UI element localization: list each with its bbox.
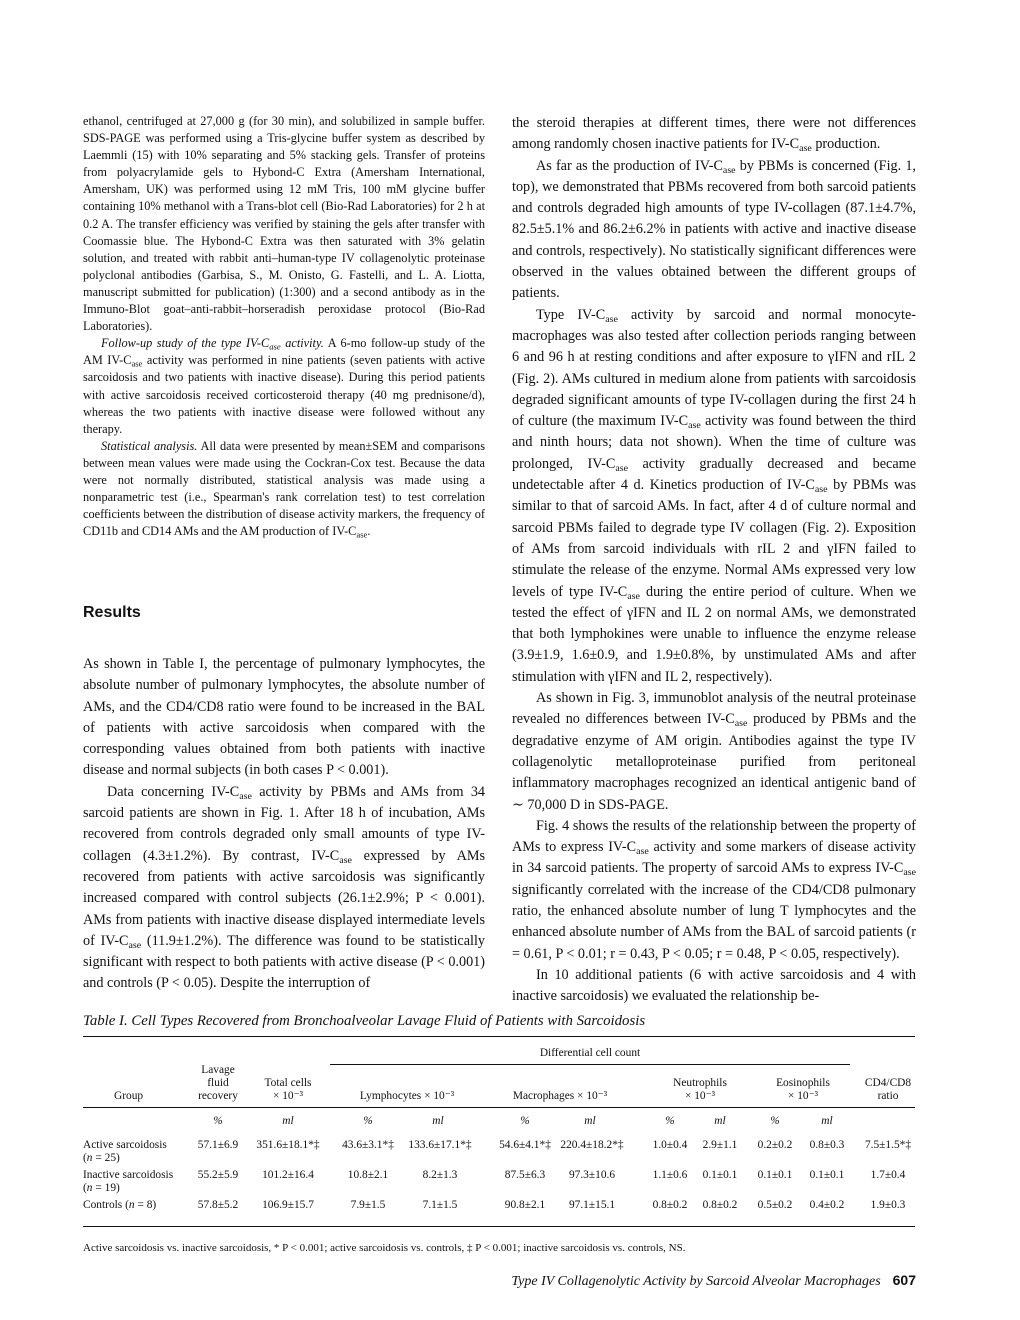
table-cell: 2.9±1.1 bbox=[702, 1139, 738, 1151]
row-group: Controls (n = 8) bbox=[83, 1199, 157, 1211]
right-paragraph-1: the steroid therapies at different times, there were not differences among randomly chosen inactive patients for $IV-C_{ase}$ production. bbox=[512, 115, 916, 155]
neutrophils-header: Neutrophils × 10⁻³ bbox=[673, 1077, 727, 1102]
table-cell: 0.1±0.1 bbox=[809, 1169, 845, 1181]
table-cell: 0.1±0.1 bbox=[702, 1169, 738, 1181]
unit-label: ml bbox=[282, 1115, 294, 1127]
page-footer bbox=[511, 1272, 916, 1290]
table-cell: 57.1±6.9 bbox=[197, 1139, 239, 1151]
table-footnote: Active sarcoidosis vs. inactive sarcoidosis, * P < 0.001; active sarcoidosis vs. controls, ‡ P < 0.001; inactive sarcoidosis vs. controls, NS. bbox=[83, 1242, 686, 1254]
unit-label: ml bbox=[432, 1115, 444, 1127]
table-cell: 220.4±18.2*‡ bbox=[560, 1139, 624, 1151]
table-cell: 0.8±0.2 bbox=[652, 1199, 688, 1211]
lymphocytes-header: Lymphocytes × 10⁻³ bbox=[359, 1090, 455, 1102]
right-paragraph-4: As shown in Fig. 3, immunoblot analysis of the neutral proteinase revealed no differences between $IV-C_{ase}$ produced by PBMs and the degradative enzyme of AM origin. Antibodies against the type IV collagenolytic metalloproteinase purified from peritoneal inflammatory macrophages recognized an identical antigenic band of ∼ 70,000 D in SDS-PAGE. bbox=[512, 690, 916, 813]
unit-label: % bbox=[770, 1115, 780, 1127]
table-cell: 55.2±5.9 bbox=[197, 1169, 239, 1181]
table-cell: 7.1±1.5 bbox=[422, 1199, 458, 1211]
differential-header: Differential cell count bbox=[539, 1047, 641, 1059]
ratio-header: CD4/CD8 ratio bbox=[864, 1077, 912, 1102]
results-heading: Results bbox=[83, 604, 141, 621]
table-cell: 54.6±4.1*‡ bbox=[499, 1139, 551, 1151]
lavage-header: Lavage fluid recovery bbox=[198, 1064, 238, 1102]
table-cell: 57.8±5.2 bbox=[197, 1199, 239, 1211]
results-left-column bbox=[83, 654, 485, 995]
right-paragraph-5: Fig. 4 shows the results of the relationship between the property of AMs to express $IV-C_{ase}$ activity and some markers of disease activity in 34 sarcoid patients. The property of sarcoid AMs to express $IV-C_{ase}$ significantly correlated with the increase of the CD4/CD8 pulmonary ratio, the enhanced absolute number of lung T lymphocytes and the enhanced absolute number of AMs from the BAL of sarcoid patients (r = 0.61, P < 0.01; r = 0.43, P < 0.05; r = 0.48, P < 0.05, respectively). bbox=[512, 817, 916, 962]
table-cell: 8.2±1.3 bbox=[422, 1169, 458, 1181]
unit-label: % bbox=[213, 1115, 223, 1127]
table-cell: 1.1±0.6 bbox=[652, 1169, 688, 1181]
table-cell: 351.6±18.1*‡ bbox=[256, 1139, 320, 1151]
unit-label: % bbox=[363, 1115, 373, 1127]
right-paragraph-6: In 10 additional patients (6 with active sarcoidosis and 4 with inactive sarcoidosis) we evaluated the relationship be- bbox=[512, 966, 916, 1005]
table-cell: 97.3±10.6 bbox=[568, 1169, 616, 1181]
unit-label: ml bbox=[821, 1115, 833, 1127]
unit-label: % bbox=[665, 1115, 675, 1127]
table-header-rule bbox=[83, 1107, 915, 1108]
table-cell: 97.1±15.1 bbox=[568, 1199, 616, 1211]
table-cell: 90.8±2.1 bbox=[504, 1199, 546, 1211]
unit-label: ml bbox=[584, 1115, 596, 1127]
table-cell: 106.9±15.7 bbox=[262, 1199, 314, 1211]
statistics-paragraph: Statistical analysis. All data were presented by mean±SEM and comparisons between mean values were made using the Cockran-Cox test. Because the data were not normally distributed, statistical analysis was made using a nonparametric test (i.e., Spearman's rank correlation test) to test correlation coefficients between the distribution of disease activity markers, the frequency of CD11b and CD14 AMs and the AM production of $IV-C_{ase}$. bbox=[83, 438, 485, 540]
table-cell: 0.2±0.2 bbox=[757, 1139, 793, 1151]
page-number: 607 bbox=[892, 1272, 916, 1288]
running-title: Type IV Collagenolytic Activity by Sarcoid Alveolar Macrophages bbox=[511, 1274, 881, 1289]
row-group: Active sarcoidosis (n = 25) bbox=[83, 1139, 167, 1164]
results-right-column bbox=[512, 113, 916, 1007]
table-cell: 43.6±3.1*‡ bbox=[342, 1139, 394, 1151]
table-cell: 87.5±6.3 bbox=[504, 1169, 546, 1181]
right-paragraph-2: As far as the production of $IV-C_{ase}$ by PBMs is concerned (Fig. 1, top), we demonstrated that PBMs recovered from both sarcoid patients and controls degraded high amounts of type IV-collagen (87.1±4.7%, 82.5±5.1% and 86.2±6.2% in patients with active and inactive disease and controls, respectively). No statistically significant differences were observed in the values obtained between the different groups of patients. bbox=[512, 157, 916, 302]
table-top-rule bbox=[83, 1036, 915, 1037]
table-cell: 133.6±17.1*‡ bbox=[408, 1139, 472, 1151]
table-cell: 0.4±0.2 bbox=[809, 1199, 845, 1211]
table-cell: 7.9±1.5 bbox=[350, 1199, 386, 1211]
differential-rule bbox=[330, 1064, 850, 1065]
table-bottom-rule bbox=[83, 1226, 915, 1227]
unit-label: ml bbox=[714, 1115, 726, 1127]
table-title: Table I. Cell Types Recovered from Bronchoalveolar Lavage Fluid of Patients with Sarcoidosis bbox=[83, 1013, 646, 1029]
macrophages-header: Macrophages × 10⁻³ bbox=[512, 1090, 608, 1102]
table-cell: 7.5±1.5*‡ bbox=[864, 1139, 912, 1151]
row-group: Inactive sarcoidosis (n = 19) bbox=[83, 1169, 174, 1194]
table-cell: 101.2±16.4 bbox=[262, 1169, 314, 1181]
total-cells-header: Total cells × 10⁻³ bbox=[264, 1077, 312, 1102]
results-paragraph-1: As shown in Table I, the percentage of pulmonary lymphocytes, the absolute number of pulmonary lymphocytes, the absolute number of AMs, and the CD4/CD8 ratio were found to be increased in the BAL of patients with active sarcoidosis when compared with the corresponding values obtained from both patients with inactive disease and normal subjects (in both cases P < 0.001). bbox=[83, 656, 485, 779]
table-cell: 1.9±0.3 bbox=[870, 1199, 906, 1211]
table-cell: 1.7±0.4 bbox=[870, 1169, 906, 1181]
unit-label: % bbox=[520, 1115, 530, 1127]
methods-section bbox=[83, 113, 485, 540]
table-cell: 1.0±0.4 bbox=[652, 1139, 688, 1151]
table-cell: 0.5±0.2 bbox=[757, 1199, 793, 1211]
table-cell: 0.8±0.2 bbox=[702, 1199, 738, 1211]
followup-paragraph: Follow-up study of the type $IV-C_{ase}$ activity. A 6-mo follow-up study of the AM $IV-C_{ase}$ activity was performed in nine patients (seven patients with active sarcoidosis and two patients with inactive disease). During this period patients with active sarcoidosis received corticosteroid therapy (40 mg prednisone/d), whereas the two patients with inactive disease were followed without any therapy. bbox=[83, 336, 485, 436]
table-cell: 0.1±0.1 bbox=[757, 1169, 793, 1181]
eosinophils-header: Eosinophils × 10⁻³ bbox=[776, 1077, 830, 1102]
results-paragraph-2: Data concerning $IV-C_{ase}$ activity by PBMs and AMs from 34 sarcoid patients are shown in Fig. 1. After 18 h of incubation, AMs recovered from controls degraded only small amounts of type IV-collagen (4.3±1.2%). By contrast, $IV-C_{ase}$ expressed by AMs recovered from patients with active sarcoidosis was significantly increased compared with control subjects (26.1±2.9%; P < 0.001). AMs from patients with inactive disease displayed intermediate levels of $IV-C_{ase}$ (11.9±1.2%). The difference was found to be statistically significant with respect to both patients with active disease (P < 0.001) and controls (P < 0.05). Despite the interruption of bbox=[83, 783, 486, 992]
right-paragraph-3: Type $IV-C_{ase}$ activity by sarcoid and normal monocyte-macrophages was also tested after collection periods ranging between 6 and 96 h at resting conditions and after exposure to γIFN and rIL 2 (Fig. 2). AMs cultured in medium alone from patients with sarcoidosis degraded significant amounts of type IV-collagen during the first 24 h of culture (the maximum $IV-C_{ase}$ activity was found between the third and ninth hours; data not shown). When the time of culture was prolonged, $IV-C_{ase}$ activity gradually decreased and became undetectable after 4 d. Kinetics production of $IV-C_{ase}$ by PBMs was similar to that of sarcoid AMs. In fact, after 4 d of culture normal and sarcoid PBMs failed to degrade type IV collagen (Fig. 2). Exposition of AMs from sarcoid individuals with rIL 2 and γIFN failed to stimulate the release of the enzyme. Normal AMs expressed very low levels of type $IV-C_{ase}$ during the entire period of culture. When we tested the effect of γIFN and IL 2 on normal AMs, we demonstrated that both lymphokines were unable to influence the enzyme release (3.9±1.9, 1.6±0.9, and 1.9±0.8%, by unstimulated AMs and after stimulation with γIFN and IL 2, respectively). bbox=[512, 306, 916, 685]
table-cell: 0.8±0.3 bbox=[809, 1139, 845, 1151]
table-cell: 10.8±2.1 bbox=[347, 1169, 389, 1181]
group-header: Group bbox=[114, 1090, 144, 1102]
methods-paragraph: ethanol, centrifuged at 27,000 g (for 30 min), and solubilized in sample buffer. SDS-PAGE was performed using a Tris-glycine buffer system as described by Laemmli (15) with 10% separating and 5% stacking gels. Transfer of proteins from polyacrylamide gels to Hybond-C Extra (Amersham International, Amersham, UK) was performed using 12 mM Tris, 100 mM glycine buffer containing 10% methanol with a Trans-blot cell (Bio-Rad Laboratories) for 2 h at 0.2 A. The transfer efficiency was verified by staining the gels after transfer with Coomassie blue. The Hybond-C Extra was then saturated with 3% gelatin solution, and treated with rabbit anti–human-type IV collagenolytic proteinase polyclonal antibodies (Garbisa, S., M. Onisto, G. Fastelli, and L. A. Liotta, manuscript submitted for publication) (1:300) and a second antibody as in the Immuno-Blot goat–anti-rabbit–horseradish peroxidase protocol (Bio-Rad Laboratories). bbox=[83, 114, 485, 334]
